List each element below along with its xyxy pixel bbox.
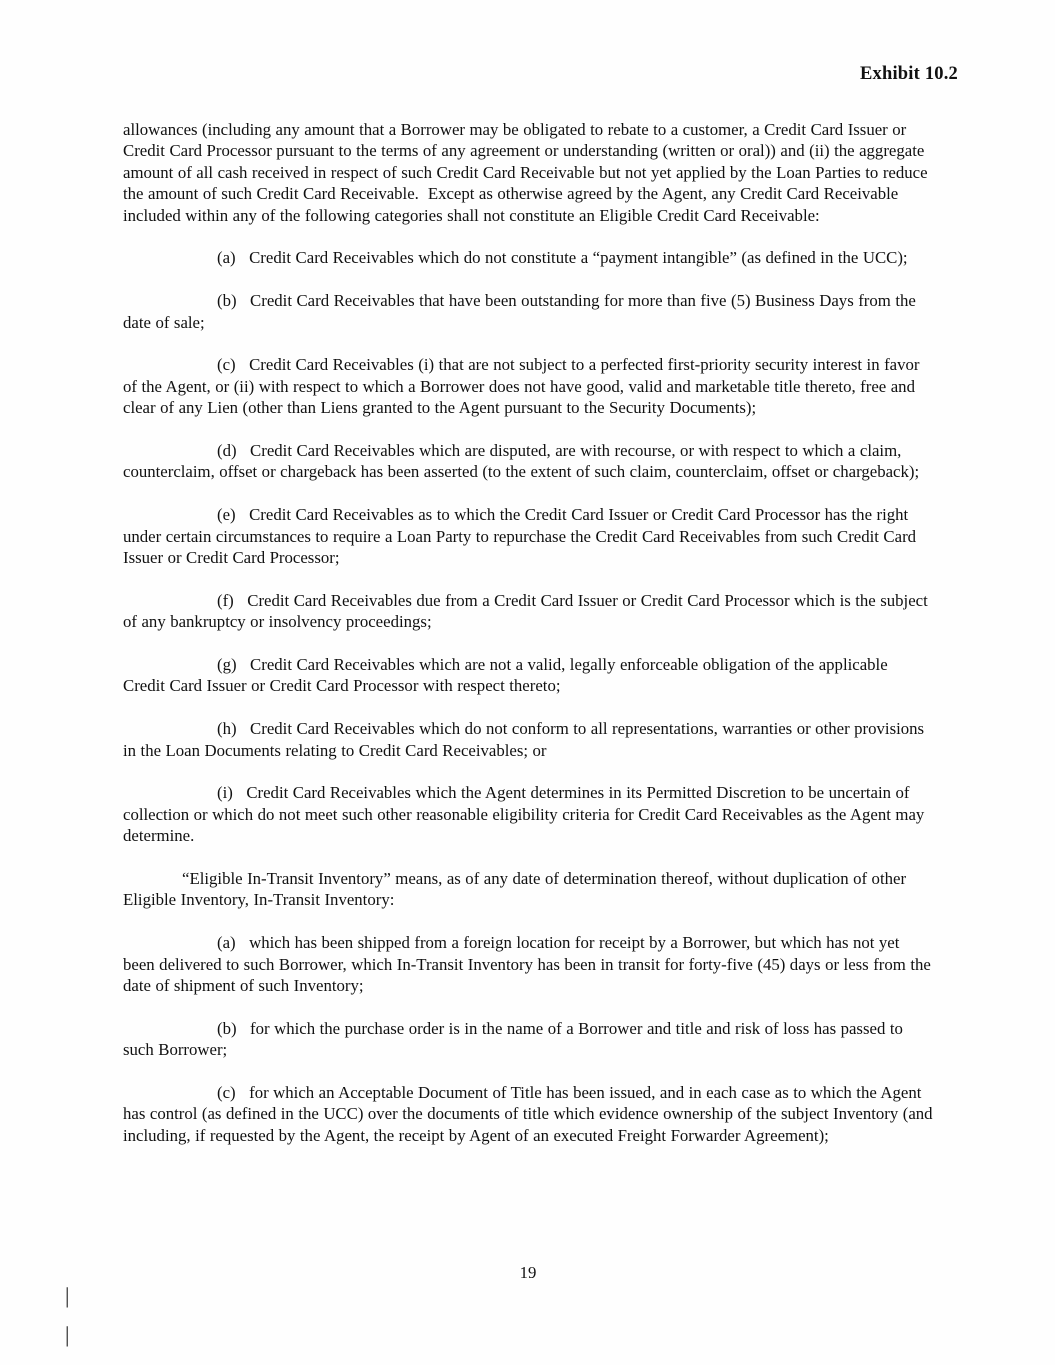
paragraph-ccr-g: (g) Credit Card Receivables which are not a valid, legally enforceable obligation of the applicable Credit Card Issuer or Credit Card Processor with respect thereto; [123, 655, 888, 696]
paragraph-eligible-in-transit-definition: “Eligible In-Transit Inventory” means, as of any date of determination thereof, without duplication of other Eligible Inventory, In-Transit Inventory: [123, 869, 907, 910]
paragraph-ccr-a: (a) Credit Card Receivables which do not constitute a “payment intangible” (as defined in the UCC); [217, 248, 908, 268]
paragraph-ccr-f: (f) Credit Card Receivables due from a Credit Card Issuer or Credit Card Processor which is the subject of any bankruptcy or insolvency proceedings; [123, 590, 928, 632]
paragraph-in-transit-a: (a) which has been shipped from a foreign location for receipt by a Borrower, but which has not yet been delivered to such Borrower, which In-Transit Inventory has been in transit for forty-five (45) days or less from the date of shipment of such Inventory; [123, 933, 931, 996]
exhibit-label: Exhibit 10.2 [859, 64, 958, 84]
paragraph-ccr-i: (i) Credit Card Receivables which the Agent determines in its Permitted Discretion to be uncertain of collection or which do not meet such other reasonable eligibility criteria for Credit Card Receivables as the Agent may determine. [123, 783, 925, 846]
paragraph-ccr-e: (e) Credit Card Receivables as to which the Credit Card Issuer or Credit Card Processor has the right under certain circumstances to require a Loan Party to repurchase the Credit Card Receivables from such Credit Card Issuer or Credit Card Processor; [123, 505, 917, 568]
paragraph-allowances-intro: allowances (including any amount that a Borrower may be obligated to rebate to a customer, a Credit Card Issuer or Credit Card Processor pursuant to the terms of any agreement or understanding (written or oral)) and (ii) the aggregate amount of all cash received in respect of such Credit Card Receivable but not yet applied by the Loan Parties to reduce the amount of such Credit Card Receivable. Except as otherwise agreed by the Agent, any Credit Card Receivable included within any of the following categories shall not constitute an Eligible Credit Card Receivable: [123, 120, 928, 225]
paragraph-ccr-b: (b) Credit Card Receivables that have been outstanding for more than five (5) Business Days from the date of sale; [123, 291, 916, 332]
paragraph-ccr-d: (d) Credit Card Receivables which are disputed, are with recourse, or with respect to which a claim, counterclaim, offset or chargeback has been asserted (to the extent of such claim, counterclaim, offset or chargeback); [123, 441, 920, 482]
document-body [123, 119, 933, 1146]
paragraph-in-transit-b: (b) for which the purchase order is in the name of a Borrower and title and risk of loss has passed to such Borrower; [123, 1018, 903, 1060]
paragraph-in-transit-c: (c) for which an Acceptable Document of Title has been issued, and in each case as to which the Agent has control (as defined in the UCC) over the documents of title which evidence ownership of the subject Inventory (and including, if requested by the Agent, the receipt by Agent of an executed Freight Forwarder Agreement); [123, 1083, 933, 1145]
page-number: 19 [519, 1263, 537, 1282]
paragraph-ccr-h: (h) Credit Card Receivables which do not conform to all representations, warranties or other provisions in the Loan Documents relating to Credit Card Receivables; or [123, 719, 925, 760]
revision-mark-2: | [65, 1322, 70, 1347]
paragraph-ccr-c: (c) Credit Card Receivables (i) that are not subject to a perfected first-priority security interest in favor of the Agent, or (ii) with respect to which a Borrower does not have good, valid and marketable title thereto, free and clear of any Lien (other than Liens granted to the Agent pursuant to the Security Documents); [123, 355, 920, 418]
revision-mark-1: | [65, 1283, 70, 1308]
